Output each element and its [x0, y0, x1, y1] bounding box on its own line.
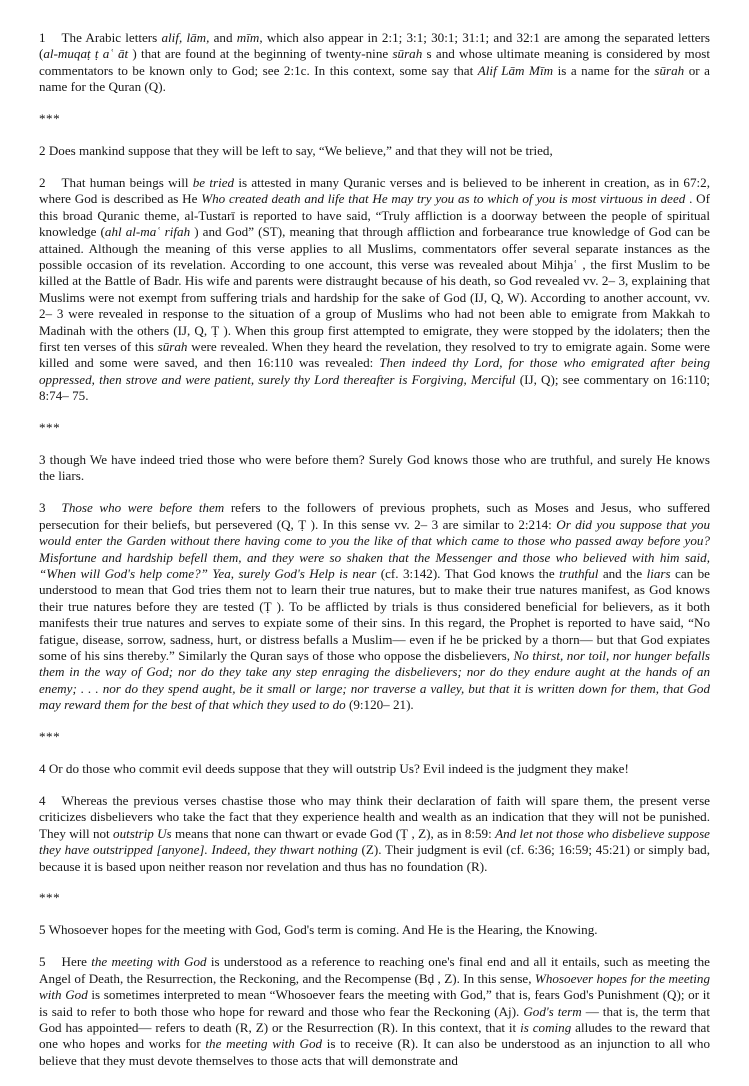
- page-content: [39, 30, 710, 1069]
- section-separator: ***: [39, 729, 61, 745]
- section-separator: ***: [39, 420, 61, 436]
- commentary-number: 1: [39, 30, 46, 45]
- verse-text: Or do those who commit evil deeds suppose that they will outstrip Us? Evil indeed is the judgment they make!: [48, 761, 629, 777]
- page-bottom-spacer: [39, 1085, 710, 1086]
- commentary-number: 4: [39, 792, 46, 808]
- commentary-paragraph: [39, 954, 710, 1069]
- section-separator: ***: [39, 890, 61, 906]
- verse-text: Whosoever hopes for the meeting with God, God's term is coming. And He is the Hearing, the Knowing.: [48, 922, 598, 938]
- verse-number: 4: [39, 761, 46, 777]
- commentary-text: The Arabic letters alif, lām, and mīm, which also appear in 2:1; 3:1; 30:1; 31:1; and 32:1 are among the separated letters (al-muqaṭ ṭ aʿ āt ) that are found at the beginning of twenty-nine sūrah s and whose ultimate meaning is considered by most commentators to be known only to God; see 2:1c. In this context, some say that Alif Lām Mīm is a name for the sūrah or a name for the Quran (Q).: [39, 30, 711, 95]
- verse-paragraph: [39, 143, 710, 159]
- commentary-number: 5: [39, 954, 46, 970]
- verse-paragraph: [39, 452, 710, 485]
- commentary-text: Whereas the previous verses chastise those who may think their declaration of faith will spare them, the present verse criticizes disbelievers who take the fact that they experience health and wealth as an indication that they will not be punished. They will not outstrip Us means that none can thwart or evade God (Ṭ , Z), as in 8:59: And let not those who disbelieve suppose they have outstripped [anyone]. Indeed, they thwart nothing (Z). Their judgment is evil (cf. 6:36; 16:59; 45:21) or simply bad, because it is based upon neither reason nor revelation and thus has no foundation (R).: [39, 792, 711, 874]
- verse-number: 3: [39, 452, 46, 468]
- commentary-paragraph: [39, 500, 710, 713]
- section-separator: ***: [39, 111, 61, 127]
- verse-number: 5: [39, 922, 46, 938]
- verse-paragraph: [39, 761, 710, 777]
- commentary-text: Those who were before them refers to the followers of previous prophets, such as Moses and Jesus, who suffered persecution for their beliefs, but persevered (Q, Ṭ ). In this sense vv. 2– 3 are similar to 2:214: Or did you suppose that you would enter the Garden without there having come to you the like of that which came to those who passed away before you? Misfortune and hardship befell them, and they were so shaken that the Messenger and those who believed with him said, “When will God's help come?” Yea, surely God's Help is near (cf. 3:142). That God knows the truthful and the liars can be understood to mean that God tries them not to learn their true natures, but to make their true natures manifest, as God knows their true natures before they are tested (Ṭ ). To be afflicted by trials is thus considered beneficial for believers, as it both manifests their true natures and serves to expiate some of their sins. In this regard, the Prophet is reported to have said, “No fatigue, disease, sorrow, sadness, hurt, or distress befalls a Muslim— even if he be pricked by a thorn— but that God expiates some of his sins thereby.” Similarly the Quran says of those who oppose the disbelievers, No thirst, nor toil, nor hunger befalls them in the way of God; nor do they take any step enraging the disbelievers; nor do they endure aught at the hands of an enemy; . . . nor do they spend aught, be it small or large; nor traverse a valley, but that it is written down for them, that God may reward them for the best of that which they used to do (9:120– 21).: [39, 500, 711, 713]
- commentary-number: 2: [39, 174, 46, 190]
- commentary-number: 3: [39, 500, 46, 516]
- commentary-paragraph: [39, 793, 710, 875]
- commentary-text: Here the meeting with God is understood as a reference to reaching one's final end and all it entails, such as meeting the Angel of Death, the Resurrection, the Reckoning, and the Recompense (Bḍ , Z). In this sense, Whosoever hopes for the meeting with God is sometimes interpreted to mean “Whosoever fears the meeting with God,” that is, fears God's Punishment (Q); or it is said to refer to both those who hope for reward and those who fear the Reckoning (Aj). God's term — that is, the term that God has appointed— refers to death (R, Z) or the Resurrection (R). In this context, that it is coming alludes to the reward that one who hopes and works for the meeting with God is to receive (R). It can also be understood as an injunction to all who believe that they must devote themselves to those acts that will demonstrate and: [39, 954, 711, 1068]
- verse-text: though We have indeed tried those who were before them? Surely God knows those who are truthful, and surely He knows the liars.: [39, 452, 710, 484]
- verse-text: Does mankind suppose that they will be left to say, “We believe,” and that they will not be tried,: [48, 143, 553, 159]
- verse-number: 2: [39, 143, 46, 159]
- commentary-paragraph: [39, 30, 710, 96]
- commentary-paragraph: [39, 175, 710, 405]
- verse-paragraph: [39, 922, 710, 938]
- commentary-text: That human beings will be tried is attested in many Quranic verses and is believed to be inherent in creation, as in 67:2, where God is described as He Who created death and life that He may try you as to which of you is most virtuous in deed . Of this broad Quranic theme, al-Tustarī is reported to have said, “Truly affliction is a doorway between the people of spiritual knowledge (ahl al-maʿ rifah ) and God” (ST), meaning that through affliction and forbearance true knowledge of God can be attained. Although the meaning of this verse applies to all Muslims, commentators offer several separate instances as the possible occasion of its revelation. According to one account, this verse was revealed about Mihjaʿ , the first Muslim to be killed at the Battle of Badr. His wife and parents were distraught because of his death, so God revealed vv. 2– 3, explaining that Muslims were not exempt from suffering trials and hardship for the sake of God (IJ, Q, W). According to another account, vv. 2– 3 were revealed in response to the situation of a group of Muslims who had not been able to emigrate from Makkah to Madinah with the others (IJ, Q, Ṭ ). When this group first attempted to emigrate, they were stopped by the idolaters; then the first ten verses of this sūrah were revealed. When they heard the revelation, they resolved to try to emigrate again. Some were killed and some were saved, and then 16:110 was revealed: Then indeed thy Lord, for those who emigrated after being oppressed, then strove and were patient, surely thy Lord thereafter is Forgiving, Merciful (IJ, Q); see commentary on 16:110; 8:74– 75.: [39, 174, 711, 404]
